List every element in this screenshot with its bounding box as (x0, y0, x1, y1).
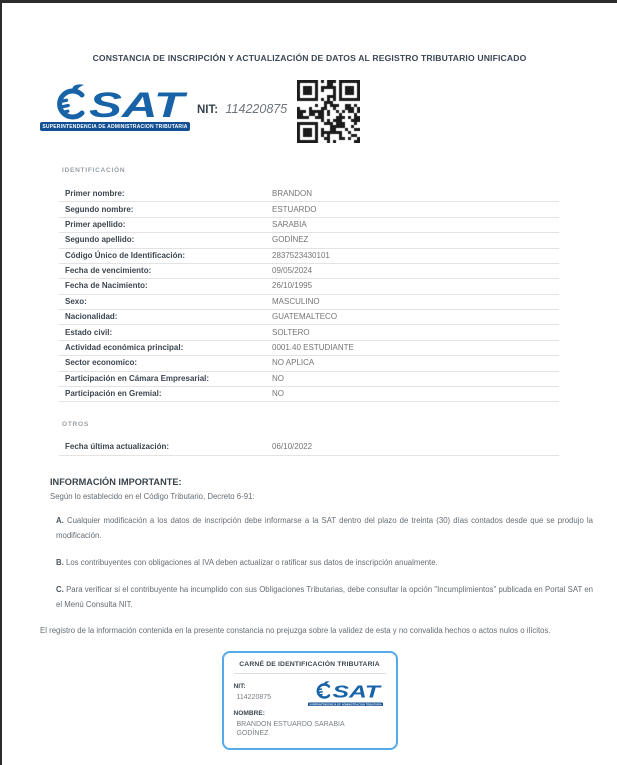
table-row (59, 218, 559, 233)
row-label: Participación en Gremial: (65, 389, 162, 399)
table-row (59, 325, 559, 340)
row-value: 26/10/1995 (272, 281, 313, 291)
info-heading: INFORMACIÓN IMPORTANTE: (50, 476, 182, 487)
table-row (59, 356, 559, 371)
info-clause (56, 513, 593, 543)
info-footer: El registro de la información contenida en la presente constancia no prejuzga sobre la validez de esta y no convalida hechos o actos nulos o ilícitos. (40, 625, 551, 635)
table-row (59, 440, 559, 455)
row-label: Sexo: (65, 296, 87, 306)
clause-letter: A. (56, 515, 64, 525)
table-row (59, 249, 559, 264)
section-label-otros: OTROS (62, 421, 89, 429)
clause-text: Para verificar si el contribuyente ha incumplido con sus Obligaciones Tributarias, debe consultar la opción "Incumplimientos" publicada en Portal SAT en el Menú Consulta NIT. (56, 584, 593, 609)
table-row (59, 310, 559, 325)
card-name-value: BRANDON ESTUARDO SARABIA GODÍNEZ (236, 720, 345, 738)
table-row (59, 341, 559, 356)
section-label-identificacion: IDENTIFICACIÓN (62, 167, 126, 174)
row-value: 09/05/2024 (272, 266, 313, 276)
page-title: CONSTANCIA DE INSCRIPCIÓN Y ACTUALIZACIÓN DE DATOS AL REGISTRO TRIBUTARIO UNIFICADO (92, 53, 527, 63)
card-sat-logo-icon (308, 681, 383, 701)
row-value: 0001.40 ESTUDIANTE (272, 342, 354, 352)
table-row (59, 387, 559, 402)
row-label: Fecha última actualización: (65, 442, 170, 452)
row-label: Código Único de Identificación: (65, 250, 185, 260)
card-sat-logo-text: SAT (332, 681, 382, 701)
row-label: Participación en Cámara Empresarial: (65, 373, 210, 383)
row-value: 06/10/2022 (272, 442, 313, 452)
sat-logo (40, 84, 192, 131)
qr-code (297, 80, 360, 143)
row-value: NO APLICA (272, 358, 315, 368)
row-value: SARABIA (272, 219, 307, 229)
card-nit-block (234, 679, 272, 706)
row-value: ESTUARDO (272, 204, 317, 214)
card-nit-value: 114220875 (236, 693, 272, 701)
info-clause (56, 582, 593, 612)
table-row (59, 233, 559, 248)
row-label: Segundo nombre: (65, 204, 134, 214)
card-sat-logo-tagline: SUPERINTENDENCIA DE ADMINISTRACION TRIBUTARIA (308, 703, 382, 706)
table-row (59, 295, 559, 310)
clause-letter: B. (56, 557, 64, 567)
tax-id-card (222, 651, 398, 750)
nit-line (197, 100, 287, 118)
row-label: Segundo apellido: (65, 235, 135, 245)
card-title: CARNÉ DE IDENTIFICACIÓN TRIBUTARIA (234, 661, 386, 674)
row-value: NO (272, 389, 284, 399)
info-clauses (2, 513, 617, 612)
identification-table (59, 187, 559, 402)
table-row (59, 264, 559, 279)
row-label: Estado civil: (65, 327, 113, 337)
row-value: SOLTERO (272, 327, 310, 337)
table-row (59, 187, 559, 202)
clause-letter: C. (56, 584, 64, 594)
sat-logo-icon (40, 84, 190, 124)
row-label: Primer nombre: (65, 189, 125, 199)
document-header (40, 84, 617, 150)
sat-logo-tagline: SUPERINTENDENCIA DE ADMINISTRACION TRIBUTARIA (40, 122, 190, 131)
row-label: Fecha de Nacimiento: (65, 281, 148, 291)
row-label: Sector economico: (65, 358, 138, 368)
table-row (59, 372, 559, 387)
row-value: GUATEMALTECO (272, 312, 338, 322)
table-row (59, 202, 559, 217)
row-value: NO (272, 373, 284, 383)
row-value: BRANDON (272, 189, 313, 199)
card-name-label: NOMBRE: (233, 709, 266, 717)
row-label: Fecha de vencimiento: (65, 266, 152, 276)
card-sat-logo (308, 681, 386, 706)
row-value: MASCULINO (272, 296, 320, 306)
otros-table (59, 440, 559, 455)
row-label: Actividad económica principal: (65, 342, 184, 352)
row-label: Nacionalidad: (65, 312, 118, 322)
row-value: GODÍNEZ (272, 235, 309, 245)
clause-text: Cualquier modificación a los datos de inscripción debe informarse a la SAT dentro del plazo de treinta (30) días contados desde que se produjo la modificación. (56, 515, 593, 540)
info-intro: Según lo establecido en el Código Tributario, Decreto 6-91: (50, 491, 255, 501)
row-value: 2837523430101 (272, 250, 330, 260)
table-row (59, 279, 559, 294)
nit-label: NIT: (197, 104, 219, 116)
sat-logo-text: SAT (89, 86, 188, 124)
clause-text: Los contribuyentes con obligaciones al IVA deben actualizar o ratificar sus datos de inscripción anualmente. (65, 557, 438, 567)
card-nit-label: NIT: (233, 682, 246, 690)
info-clause (56, 555, 593, 570)
card-nit-row (234, 679, 386, 706)
row-label: Primer apellido: (65, 219, 126, 229)
nit-value: 114220875 (225, 102, 288, 116)
